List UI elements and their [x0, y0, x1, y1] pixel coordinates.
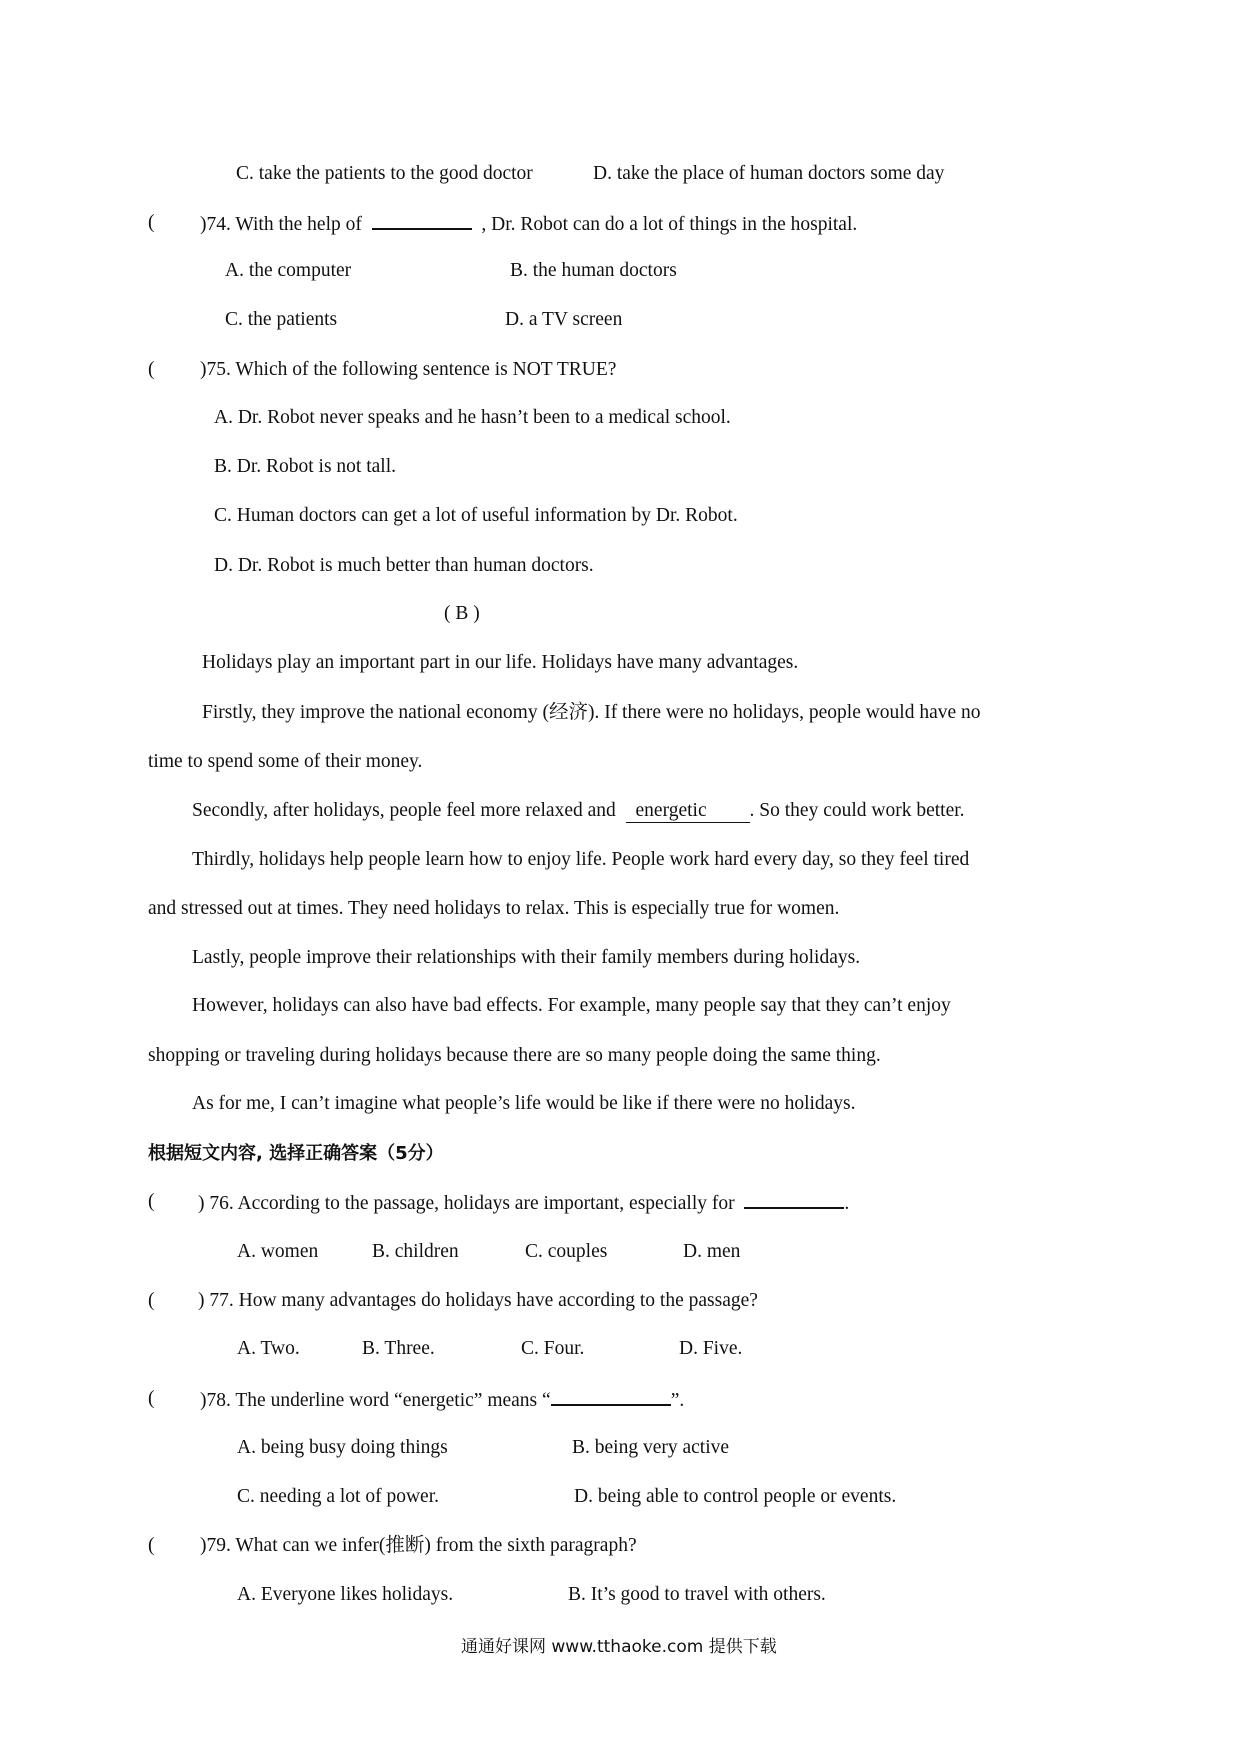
footer-source: 通通好课网 www.tthaoke.com 提供下载	[461, 1637, 777, 1657]
q76-stem-text: ) 76. According to the passage, holidays are important, especially for	[198, 1193, 735, 1214]
q77-option-a: A. Two.	[237, 1338, 300, 1359]
q75-option-c: C. Human doctors can get a lot of useful information by Dr. Robot.	[214, 505, 738, 526]
q79-stem: )79. What can we infer(推断) from the sixth paragraph?	[200, 1535, 637, 1556]
q75-option-d: D. Dr. Robot is much better than human doctors.	[214, 555, 594, 576]
q77-option-b: B. Three.	[362, 1338, 435, 1359]
q77-option-c: C. Four.	[521, 1338, 585, 1359]
q78-option-b: B. being very active	[572, 1437, 730, 1458]
passage-p2: Firstly, they improve the national economy (经济). If there were no holidays, people would have no	[202, 702, 981, 723]
q74-stem-end: , Dr. Robot can do a lot of things in the hospital.	[481, 214, 858, 235]
q76-option-c: C. couples	[525, 1241, 608, 1262]
section-instruction: 根据短文内容, 选择正确答案（5分）	[148, 1143, 444, 1164]
q79-option-a: A. Everyone likes holidays.	[237, 1584, 454, 1605]
q75-stem: )75. Which of the following sentence is NOT TRUE?	[200, 359, 617, 380]
q76-option-a: A. women	[237, 1241, 319, 1262]
underlined-word: energetic	[626, 800, 750, 823]
q78-end: ”.	[670, 1390, 685, 1411]
q74-stem	[200, 212, 857, 236]
q74-answer-paren: (	[148, 212, 155, 233]
q74-blank	[372, 212, 472, 230]
passage-p4-cont: and stressed out at times. They need holidays to relax. This is especially true for women.	[148, 898, 840, 919]
p3-start: Secondly, after holidays, people feel more relaxed and	[192, 800, 616, 821]
q75-option-b: B. Dr. Robot is not tall.	[214, 456, 397, 477]
q76-answer-paren: (	[148, 1191, 155, 1212]
passage-p4: Thirdly, holidays help people learn how to enjoy life. People work hard every day, so they feel tired	[192, 849, 970, 870]
passage-p1: Holidays play an important part in our life. Holidays have many advantages.	[202, 652, 799, 673]
q77-stem: ) 77. How many advantages do holidays have according to the passage?	[198, 1290, 758, 1311]
q78-option-d: D. being able to control people or events.	[574, 1486, 897, 1507]
q74-option-c: C. the patients	[225, 309, 338, 330]
p3-end: . So they could work better.	[749, 800, 965, 821]
q76-stem	[198, 1191, 849, 1215]
q79-option-b: B. It’s good to travel with others.	[568, 1584, 826, 1605]
q74-stem-start: )74. With the help of	[200, 214, 362, 235]
q78-answer-paren: (	[148, 1388, 155, 1409]
q79-answer-paren: (	[148, 1535, 155, 1556]
q78-stem-text: )78. The underline word “energetic” means “	[200, 1390, 551, 1411]
q74-option-d: D. a TV screen	[505, 309, 623, 330]
q75-answer-paren: (	[148, 359, 155, 380]
q76-blank	[744, 1191, 844, 1209]
q76-option-b: B. children	[372, 1241, 459, 1262]
q77-option-d: D. Five.	[679, 1338, 743, 1359]
q76-option-d: D. men	[683, 1241, 741, 1262]
passage-p2-cont: time to spend some of their money.	[148, 751, 423, 772]
q73-option-d: D. take the place of human doctors some day	[593, 163, 945, 184]
q78-option-c: C. needing a lot of power.	[237, 1486, 439, 1507]
q74-option-b: B. the human doctors	[510, 260, 677, 281]
q73-option-c: C. take the patients to the good doctor	[236, 163, 533, 184]
q77-answer-paren: (	[148, 1290, 155, 1311]
q78-option-a: A. being busy doing things	[237, 1437, 448, 1458]
q76-end: .	[844, 1193, 850, 1214]
q78-blank	[551, 1388, 671, 1406]
q74-option-a: A. the computer	[225, 260, 352, 281]
passage-title: ( B )	[444, 603, 480, 624]
passage-p5: Lastly, people improve their relationships with their family members during holidays.	[192, 947, 861, 968]
passage-p7: As for me, I can’t imagine what people’s life would be like if there were no holidays.	[192, 1093, 856, 1114]
passage-p6: However, holidays can also have bad effects. For example, many people say that they can’t enjoy	[192, 995, 951, 1016]
q78-stem	[200, 1388, 684, 1412]
passage-p6-cont: shopping or traveling during holidays because there are so many people doing the same thing.	[148, 1045, 881, 1066]
passage-p3	[192, 800, 965, 823]
q75-option-a: A. Dr. Robot never speaks and he hasn’t been to a medical school.	[214, 407, 731, 428]
